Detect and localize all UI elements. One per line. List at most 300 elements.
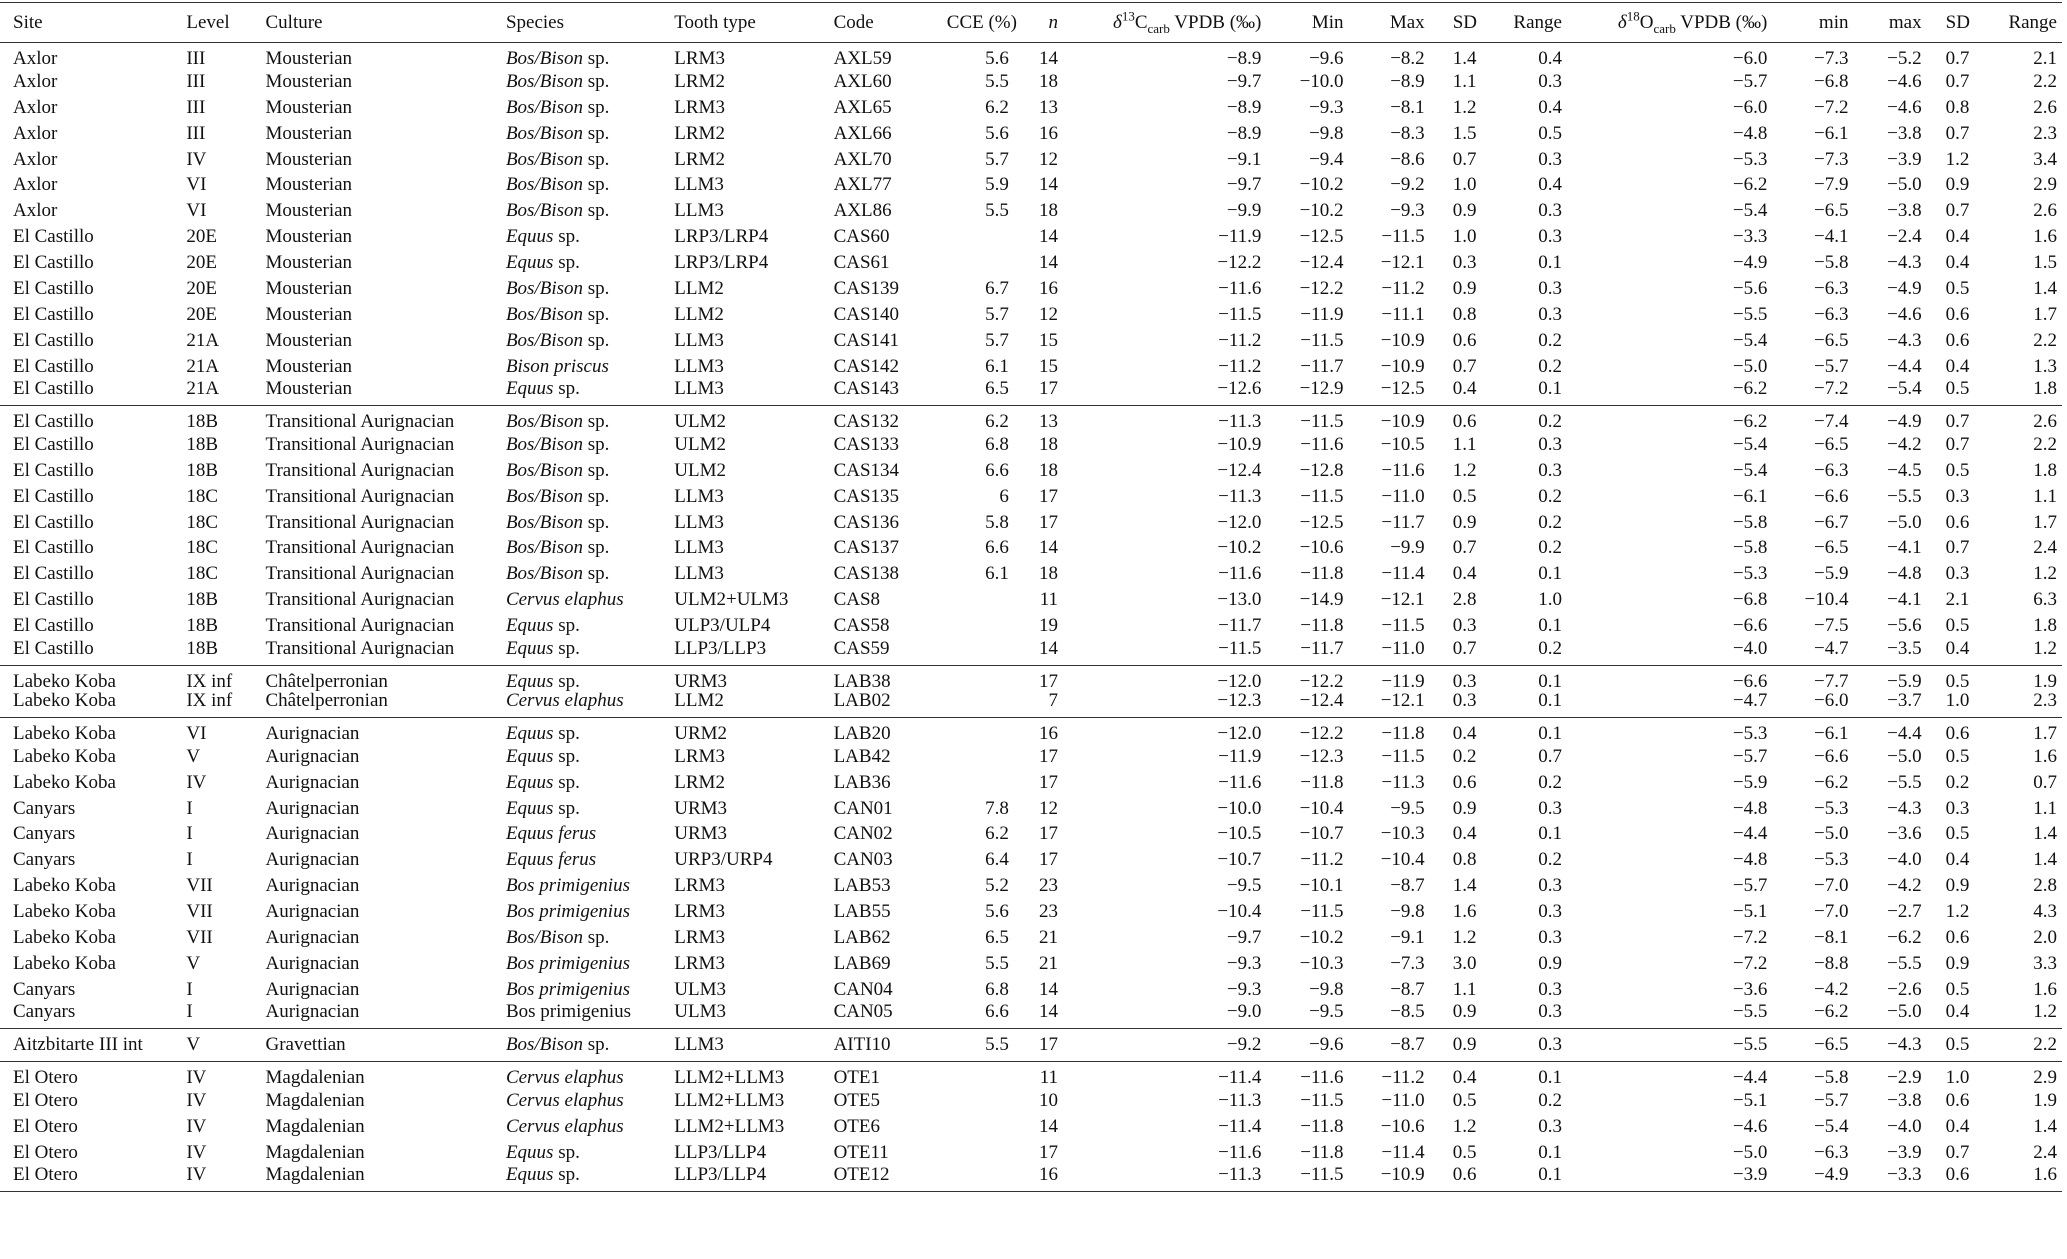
cell-cce: 5.5 xyxy=(985,1034,1009,1056)
cell-species xyxy=(506,613,674,639)
cell-cce xyxy=(947,224,1014,250)
cell-d13c-mean: −11.5 xyxy=(1218,637,1262,659)
cell-d18o-max: −4.2 xyxy=(1887,433,1922,455)
species-roman: sp. xyxy=(583,927,610,949)
cell-code: LAB02 xyxy=(833,689,891,711)
cell-cce: 5.2 xyxy=(985,875,1009,897)
cell-d13c-range: 1.0 xyxy=(1538,589,1562,611)
table-row xyxy=(0,976,2062,1002)
cell-culture: Aurignacian xyxy=(265,901,360,923)
table-row xyxy=(0,353,2062,379)
cell-d13c-mean: −8.9 xyxy=(1226,48,1262,70)
cell-d13c-range: 0.1 xyxy=(1538,823,1562,845)
cell-d18o-mean: −5.3 xyxy=(1732,563,1768,585)
cell-d13c-mean: −11.5 xyxy=(1218,303,1262,325)
cell-cce xyxy=(947,250,1014,276)
cell-d18o-sd: 0.7 xyxy=(1945,70,1970,92)
cell-site: El Castillo xyxy=(13,411,94,433)
cell-d13c-range: 0.3 xyxy=(1538,978,1562,1000)
cell-code: LAB62 xyxy=(833,927,891,949)
species-roman: sp. xyxy=(583,411,610,433)
cell-site: Canyars xyxy=(13,978,76,1000)
species-roman: sp. xyxy=(553,378,580,400)
cell-culture: Aurignacian xyxy=(265,849,360,871)
cell-code: LAB20 xyxy=(833,723,891,745)
species-italic: Bos/Bison xyxy=(505,174,584,196)
cell-site: Labeko Koba xyxy=(13,670,116,692)
cell-d18o-min: −5.3 xyxy=(1814,849,1849,871)
cell-tooth-type: LLM3 xyxy=(674,329,724,351)
table-row xyxy=(0,457,2062,483)
cell-d13c-sd: 1.1 xyxy=(1452,978,1477,1000)
cell-n: 17 xyxy=(1039,378,1059,400)
cell-d13c-max: −11.6 xyxy=(1381,459,1425,481)
cell-site: Axlor xyxy=(13,200,58,222)
cell-species xyxy=(506,327,674,353)
cell-d18o-range: 1.9 xyxy=(2033,670,2057,692)
cell-tooth-type: LRM3 xyxy=(674,952,725,974)
cell-species xyxy=(506,951,674,977)
table-row xyxy=(0,509,2062,535)
cell-d13c-sd: 0.9 xyxy=(1452,511,1477,533)
species-italic: Bos/Bison xyxy=(505,48,584,70)
species-italic: Bos/Bison xyxy=(505,1034,584,1056)
cell-d13c-max: −12.5 xyxy=(1380,378,1425,400)
table-row xyxy=(0,873,2062,899)
cell-d18o-mean: −5.5 xyxy=(1732,303,1768,325)
table-row xyxy=(0,951,2062,977)
cell-level: IX inf xyxy=(186,689,233,711)
cell-d18o-max: −5.0 xyxy=(1887,174,1922,196)
cell-tooth-type: LLM2+LLM3 xyxy=(674,1116,785,1137)
cell-d13c-min: −12.5 xyxy=(1299,511,1344,533)
species-roman: sp. xyxy=(553,723,580,745)
col-d13c xyxy=(1077,3,1266,43)
col-min-o: min xyxy=(1818,12,1849,33)
cell-code: CAS137 xyxy=(833,537,900,559)
cell-d18o-mean: −5.4 xyxy=(1732,459,1768,481)
cell-d18o-range: 2.2 xyxy=(2033,1034,2057,1056)
cell-tooth-type: ULM2 xyxy=(674,459,726,481)
cell-d13c-range: 0.4 xyxy=(1538,96,1562,118)
species-italic: Cervus elaphus xyxy=(505,1116,624,1137)
cell-code: CAS140 xyxy=(833,303,900,325)
element: C xyxy=(1134,12,1148,33)
species-italic: Cervus elaphus xyxy=(505,589,624,611)
cell-d18o-mean: −6.8 xyxy=(1732,589,1768,611)
cell-species xyxy=(506,1165,674,1192)
cell-species xyxy=(506,198,674,224)
cell-d18o-min: −8.1 xyxy=(1814,927,1849,949)
cell-d18o-max: −5.5 xyxy=(1887,771,1922,793)
cell-d18o-sd: 0.6 xyxy=(1945,1164,1970,1186)
cell-tooth-type: LRM3 xyxy=(674,875,725,897)
cell-d13c-sd: 0.4 xyxy=(1452,563,1477,585)
cell-level: V xyxy=(186,1034,201,1056)
cell-species xyxy=(506,795,674,821)
cell-d13c-range: 0.3 xyxy=(1538,927,1562,949)
cell-d18o-mean: −5.8 xyxy=(1732,511,1768,533)
cell-d13c-max: −9.1 xyxy=(1390,927,1425,949)
cell-d18o-mean: −5.4 xyxy=(1732,433,1768,455)
cell-d13c-sd: 1.1 xyxy=(1452,70,1477,92)
cell-d13c-max: −11.8 xyxy=(1381,723,1425,745)
cell-d13c-range: 0.1 xyxy=(1538,378,1562,400)
cell-n: 14 xyxy=(1039,1116,1059,1137)
cell-d18o-max: −5.9 xyxy=(1887,670,1922,692)
cell-d18o-max: −4.1 xyxy=(1887,537,1922,559)
cell-tooth-type: LRM3 xyxy=(674,96,725,118)
cell-level: VI xyxy=(186,200,207,222)
cell-species xyxy=(506,250,674,276)
cell-site: Labeko Koba xyxy=(13,901,116,923)
table-row xyxy=(0,1165,2062,1192)
cell-d13c-range: 0.1 xyxy=(1538,689,1562,711)
table-header xyxy=(0,3,2062,43)
cell-cce xyxy=(947,587,1014,613)
cell-d13c-mean: −9.0 xyxy=(1226,1001,1262,1023)
cell-d13c-mean: −11.6 xyxy=(1218,1141,1262,1163)
cell-d18o-range: 1.6 xyxy=(2033,1164,2057,1186)
cell-d18o-mean: −5.1 xyxy=(1732,901,1768,923)
cell-cce: 5.7 xyxy=(985,148,1009,170)
cell-code: CAS60 xyxy=(833,226,890,248)
cell-code: CAS59 xyxy=(833,637,890,659)
delta-symbol: δ xyxy=(1617,12,1627,33)
cell-d18o-sd: 0.7 xyxy=(1945,411,1970,433)
cell-site: Labeko Koba xyxy=(13,952,116,974)
cell-d13c-sd: 0.9 xyxy=(1452,200,1477,222)
species-roman: sp. xyxy=(583,70,610,92)
cell-d13c-range: 0.4 xyxy=(1538,174,1562,196)
cell-d18o-range: 2.3 xyxy=(2033,689,2057,711)
cell-d13c-range: 0.2 xyxy=(1538,511,1562,533)
cell-cce xyxy=(947,1062,1014,1088)
cell-d18o-range: 2.2 xyxy=(2033,433,2057,455)
cell-code: AITI10 xyxy=(833,1034,891,1056)
cell-culture: Magdalenian xyxy=(265,1141,365,1163)
table-row xyxy=(0,587,2062,613)
species-italic: Equus xyxy=(505,226,554,248)
cell-d13c-max: −9.9 xyxy=(1390,537,1425,559)
subscript: carb xyxy=(1147,20,1170,36)
cell-culture: Transitional Aurignacian xyxy=(265,589,455,611)
cell-culture: Mousterian xyxy=(265,329,353,351)
cell-d13c-range: 0.3 xyxy=(1538,70,1562,92)
cell-d18o-mean: −5.9 xyxy=(1732,771,1768,793)
cell-d13c-mean: −11.3 xyxy=(1218,1090,1262,1112)
cell-code: CAS132 xyxy=(833,411,900,433)
cell-level: IV xyxy=(186,1141,207,1163)
cell-d13c-mean: −12.4 xyxy=(1217,459,1262,481)
col-sd-c: SD xyxy=(1452,12,1477,33)
cell-d18o-min: −6.3 xyxy=(1814,303,1849,325)
species-italic: Bos primigenius xyxy=(505,875,630,897)
cell-d18o-range: 2.1 xyxy=(2033,48,2057,70)
table-row xyxy=(0,94,2062,120)
cell-d13c-sd: 1.2 xyxy=(1452,927,1477,949)
cell-d13c-sd: 0.9 xyxy=(1452,1034,1477,1056)
table-row xyxy=(0,301,2062,327)
cell-d18o-min: −7.2 xyxy=(1814,378,1849,400)
species-roman: sp. xyxy=(553,745,580,767)
cell-level: 20E xyxy=(186,252,217,274)
cell-tooth-type: LRM3 xyxy=(674,745,725,767)
cell-site: Canyars xyxy=(13,1001,76,1023)
cell-d18o-max: −4.5 xyxy=(1887,459,1922,481)
cell-d18o-mean: −4.8 xyxy=(1732,797,1768,819)
cell-code: CAN05 xyxy=(833,1001,893,1023)
cell-d18o-mean: −4.7 xyxy=(1732,689,1768,711)
species-roman: sp. xyxy=(553,670,580,692)
cell-d13c-max: −9.3 xyxy=(1390,200,1425,222)
species-italic: Bos/Bison xyxy=(505,433,584,455)
cell-n: 11 xyxy=(1039,589,1059,611)
species-roman: sp. xyxy=(583,277,610,299)
cell-d18o-mean: −5.8 xyxy=(1732,537,1768,559)
cell-tooth-type: LLP3/LLP3 xyxy=(674,637,767,659)
cell-d13c-range: 0.2 xyxy=(1538,485,1562,507)
cell-n: 15 xyxy=(1039,329,1059,351)
cell-d13c-min: −11.5 xyxy=(1300,329,1344,351)
cell-level: IV xyxy=(186,1067,207,1089)
cell-d18o-sd: 0.5 xyxy=(1945,745,1970,767)
cell-d13c-mean: −11.6 xyxy=(1218,771,1262,793)
cell-d18o-sd: 1.2 xyxy=(1945,901,1970,923)
cell-d18o-mean: −5.7 xyxy=(1732,875,1768,897)
species-italic: Bos/Bison xyxy=(505,563,584,585)
cell-d13c-mean: −11.9 xyxy=(1218,226,1262,248)
species-roman: sp. xyxy=(553,252,580,274)
cell-d18o-min: −7.0 xyxy=(1814,875,1849,897)
col-range-o: Range xyxy=(2008,12,2057,33)
cell-n: 14 xyxy=(1039,637,1059,659)
cell-site: El Castillo xyxy=(13,303,94,325)
cell-d13c-min: −9.6 xyxy=(1309,1034,1344,1056)
cell-d18o-sd: 0.4 xyxy=(1945,226,1970,248)
cell-d18o-max: −4.1 xyxy=(1887,589,1922,611)
cell-d18o-min: −5.7 xyxy=(1814,1090,1849,1112)
cell-n: 17 xyxy=(1039,771,1059,793)
cell-code: LAB55 xyxy=(833,901,891,923)
cell-tooth-type: LRP3/LRP4 xyxy=(674,226,769,248)
cell-d18o-sd: 1.2 xyxy=(1945,148,1970,170)
cell-d13c-sd: 1.1 xyxy=(1452,433,1477,455)
cell-cce: 6.7 xyxy=(985,277,1009,299)
cell-tooth-type: LRM3 xyxy=(674,927,725,949)
cell-d18o-min: −6.6 xyxy=(1814,485,1849,507)
table-row xyxy=(0,899,2062,925)
cell-d18o-mean: −7.2 xyxy=(1732,952,1768,974)
cell-d13c-max: −12.1 xyxy=(1380,252,1425,274)
species-italic: Bos/Bison xyxy=(505,485,584,507)
cell-d18o-max: −2.6 xyxy=(1887,978,1922,1000)
cell-d18o-sd: 0.5 xyxy=(1945,670,1970,692)
cell-d18o-range: 2.2 xyxy=(2033,329,2057,351)
cell-cce xyxy=(947,717,1014,743)
cell-d18o-min: −6.5 xyxy=(1814,200,1849,222)
cell-d18o-range: 1.4 xyxy=(2033,1116,2057,1137)
cell-d18o-range: 0.7 xyxy=(2033,771,2057,793)
cell-culture: Mousterian xyxy=(265,252,353,274)
cell-d18o-min: −6.1 xyxy=(1814,122,1849,144)
cell-d18o-max: −4.6 xyxy=(1887,303,1922,325)
cell-n: 18 xyxy=(1039,70,1059,92)
cell-d18o-mean: −6.6 xyxy=(1732,670,1768,692)
table-row xyxy=(0,561,2062,587)
cell-d13c-range: 0.7 xyxy=(1538,745,1562,767)
isotope-mass: 18 xyxy=(1626,8,1640,24)
species-roman: sp. xyxy=(553,1164,580,1186)
cell-d13c-sd: 0.6 xyxy=(1452,329,1477,351)
cell-d18o-min: −5.9 xyxy=(1814,563,1849,585)
cell-d13c-sd: 0.4 xyxy=(1452,1067,1477,1089)
cell-d18o-min: −7.3 xyxy=(1814,148,1849,170)
table-row xyxy=(0,1139,2062,1165)
cell-d18o-min: −4.2 xyxy=(1814,978,1849,1000)
cell-d13c-min: −11.6 xyxy=(1300,1067,1344,1089)
cell-d18o-sd: 0.5 xyxy=(1945,1034,1970,1056)
cell-d18o-mean: −5.7 xyxy=(1732,745,1768,767)
species-italic: Equus xyxy=(505,637,554,659)
cell-d18o-range: 1.4 xyxy=(2033,849,2057,871)
cell-d13c-mean: −12.0 xyxy=(1217,723,1262,745)
cell-species xyxy=(506,976,674,1002)
cell-d13c-sd: 1.4 xyxy=(1452,875,1477,897)
species-roman: Bos primigenius xyxy=(505,1001,632,1023)
cell-cce xyxy=(947,691,1014,718)
species-italic: Bos primigenius xyxy=(505,978,630,1000)
cell-d18o-sd: 0.4 xyxy=(1945,637,1970,659)
cell-code: AXL86 xyxy=(833,200,892,222)
cell-d13c-sd: 1.0 xyxy=(1452,226,1477,248)
cell-tooth-type: LLM2 xyxy=(674,277,724,299)
cell-d13c-range: 0.3 xyxy=(1538,1034,1562,1056)
cell-level: I xyxy=(186,823,193,845)
cell-d13c-sd: 1.0 xyxy=(1452,174,1477,196)
cell-culture: Mousterian xyxy=(265,303,353,325)
cell-d13c-range: 0.3 xyxy=(1538,797,1562,819)
table-row xyxy=(0,1088,2062,1114)
cell-species xyxy=(506,1139,674,1165)
cell-level: 20E xyxy=(186,277,217,299)
cell-site: El Castillo xyxy=(13,378,94,400)
cell-n: 12 xyxy=(1039,797,1059,819)
cell-d13c-range: 0.2 xyxy=(1538,771,1562,793)
cell-d18o-sd: 1.0 xyxy=(1945,689,1970,711)
cell-d13c-range: 0.1 xyxy=(1538,615,1562,637)
cell-d13c-min: −12.2 xyxy=(1299,670,1344,692)
table-row xyxy=(0,613,2062,639)
cell-d13c-sd: 0.9 xyxy=(1452,277,1477,299)
cell-d18o-max: −4.9 xyxy=(1887,277,1922,299)
cell-site: El Castillo xyxy=(13,433,94,455)
cell-d18o-min: −10.4 xyxy=(1804,589,1849,611)
cell-site: Canyars xyxy=(13,823,76,845)
cell-d18o-sd: 0.6 xyxy=(1945,1090,1970,1112)
cell-d13c-mean: −11.9 xyxy=(1218,745,1262,767)
cell-d18o-min: −6.5 xyxy=(1814,537,1849,559)
cell-culture: Mousterian xyxy=(265,48,353,70)
cell-n: 15 xyxy=(1039,355,1059,377)
cell-d18o-min: −6.1 xyxy=(1814,723,1849,745)
species-italic: Bos/Bison xyxy=(505,200,584,222)
species-italic: Equus xyxy=(505,252,554,274)
cell-d18o-range: 2.9 xyxy=(2033,1067,2057,1089)
species-roman: sp. xyxy=(583,459,610,481)
cell-cce: 5.7 xyxy=(985,303,1009,325)
cell-d13c-range: 0.3 xyxy=(1538,459,1562,481)
cell-culture: Aurignacian xyxy=(265,771,360,793)
cell-d13c-mean: −12.3 xyxy=(1217,689,1262,711)
cell-d13c-sd: 0.3 xyxy=(1452,615,1477,637)
cell-level: IX inf xyxy=(186,670,233,692)
species-italic: Equus ferus xyxy=(505,849,597,871)
species-roman: sp. xyxy=(553,771,580,793)
cell-level: IV xyxy=(186,1116,207,1137)
species-italic: Bos/Bison xyxy=(505,329,584,351)
cell-cce: 5.5 xyxy=(985,70,1009,92)
cell-d18o-min: −5.4 xyxy=(1814,1116,1849,1137)
cell-culture: Mousterian xyxy=(265,122,353,144)
cell-culture: Aurignacian xyxy=(265,823,360,845)
cell-d13c-range: 0.2 xyxy=(1538,1090,1562,1112)
unit: VPDB (‰) xyxy=(1675,12,1768,33)
cell-d18o-range: 1.6 xyxy=(2033,978,2057,1000)
col-min-c: Min xyxy=(1311,12,1344,33)
cell-species xyxy=(506,1062,674,1088)
species-italic: Bos/Bison xyxy=(505,459,584,481)
col-sd-o: SD xyxy=(1945,12,1970,33)
cell-species xyxy=(506,224,674,250)
table-row xyxy=(0,379,2062,406)
cell-level: VII xyxy=(186,875,213,897)
cell-d13c-mean: −9.9 xyxy=(1226,200,1262,222)
cell-d13c-min: −12.2 xyxy=(1299,723,1344,745)
cell-species xyxy=(506,68,674,94)
species-italic: Bos/Bison xyxy=(505,927,584,949)
species-italic: Equus xyxy=(505,745,554,767)
cell-cce xyxy=(947,613,1014,639)
cell-d18o-range: 1.7 xyxy=(2033,303,2057,325)
cell-d13c-max: −11.1 xyxy=(1381,303,1425,325)
cell-d18o-range: 1.2 xyxy=(2033,563,2057,585)
cell-site: El Castillo xyxy=(13,459,94,481)
cell-culture: Magdalenian xyxy=(265,1090,365,1112)
cell-site: Labeko Koba xyxy=(13,771,116,793)
cell-code: CAS61 xyxy=(833,252,890,274)
cell-species xyxy=(506,717,674,743)
col-range-c: Range xyxy=(1513,12,1562,33)
cell-d13c-sd: 0.3 xyxy=(1452,689,1477,711)
cell-d18o-max: −5.6 xyxy=(1887,615,1922,637)
cell-tooth-type: LLM3 xyxy=(674,511,724,533)
cell-d13c-range: 0.1 xyxy=(1538,1164,1562,1186)
table-row xyxy=(0,43,2062,69)
cell-site: Axlor xyxy=(13,148,58,170)
cell-n: 18 xyxy=(1039,200,1059,222)
species-italic: Bos/Bison xyxy=(505,96,584,118)
cell-d18o-mean: −4.8 xyxy=(1732,122,1768,144)
cell-level: 21A xyxy=(186,329,220,351)
cell-d18o-mean: −4.6 xyxy=(1732,1116,1768,1137)
cell-site: Labeko Koba xyxy=(13,875,116,897)
cell-cce: 5.5 xyxy=(985,952,1009,974)
cell-d13c-sd: 1.5 xyxy=(1452,122,1477,144)
cell-culture: Transitional Aurignacian xyxy=(265,433,455,455)
species-roman: sp. xyxy=(553,226,580,248)
cell-culture: Aurignacian xyxy=(265,723,360,745)
